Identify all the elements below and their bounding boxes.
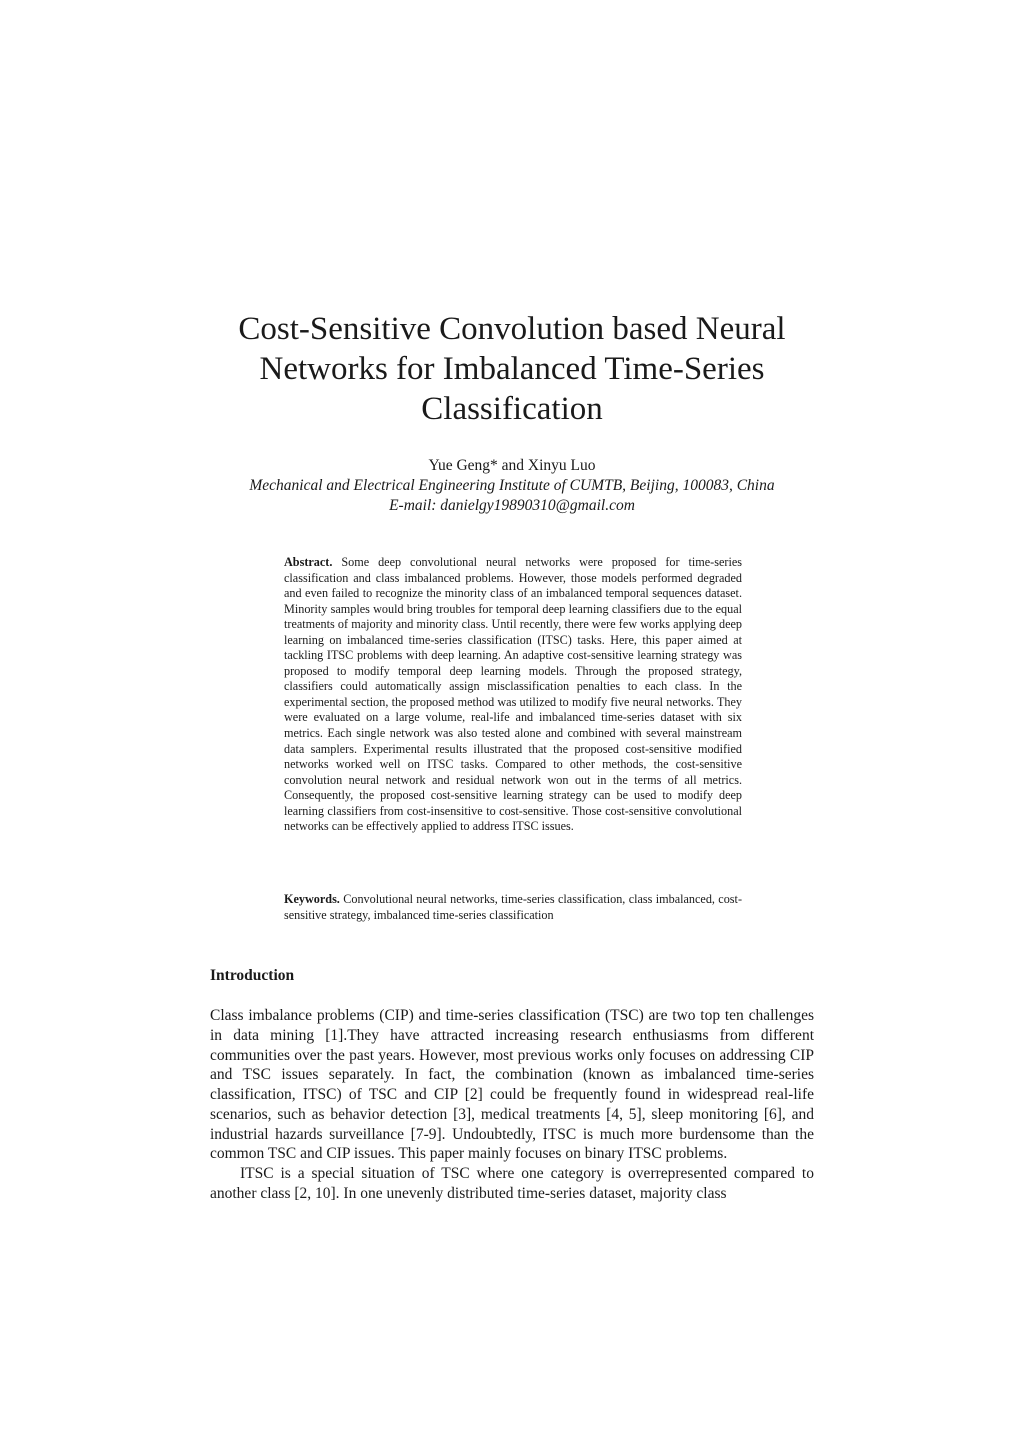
paper-title [150,309,874,429]
author-affiliation: Mechanical and Electrical Engineering Institute of CUMTB, Beijing, 100083, China [249,477,775,494]
abstract [284,555,742,835]
keywords-text: Convolutional neural networks, time-series classification, class imbalanced, cost-sensitive strategy, imbalanced time-series classification [284,892,742,922]
keywords [284,892,742,923]
section-heading-introduction: Introduction [210,967,295,984]
abstract-text: Some deep convolutional neural networks were proposed for time-series classification and class imbalanced problems. However, those models performed degraded and even failed to recognize the minority class of an imbalanced temporal sequences dataset. Minority samples would bring troubles for temporal deep learning classifiers due to the equal treatments of majority and minority class. Until recently, there were few works applying deep learning on imbalanced time-series classification (ITSC) tasks. Here, this paper aimed at tackling ITSC problems with deep learning. An adaptive cost-sensitive learning strategy was proposed to modify temporal deep learning models. Through the proposed strategy, classifiers could automatically assign misclassification penalties to each class. In the experimental section, the proposed method was utilized to modify five neural networks. They were evaluated on a large volume, real-life and imbalanced time-series dataset with six metrics. Each single network was also tested alone and combined with several mainstream data samplers. Experimental results illustrated that the proposed cost-sensitive modified networks worked well on ITSC tasks. Compared to other methods, the cost-sensitive convolution neural network and residual network won out in the terms of all metrics. Consequently, the proposed cost-sensitive learning strategy can be used to modify deep learning classifiers from cost-insensitive to cost-sensitive. Those cost-sensitive convolutional networks can be effectively applied to address ITSC issues. [284,555,742,834]
title-line: Cost-Sensitive Convolution based Neural [238,311,786,347]
title-line: Networks for Imbalanced Time-Series [259,351,765,387]
abstract-label: Abstract. [284,555,342,569]
author-list: Yue Geng* and Xinyu Luo [428,457,596,474]
introduction-body [210,1006,814,1204]
keywords-label: Keywords. [284,892,344,906]
body-paragraph: ITSC is a special situation of TSC where one category is overrepresented compared to another class [2, 10]. In one unevenly distributed time-series dataset, majority class [210,1165,814,1202]
title-line: Classification [421,391,603,427]
body-paragraph: Class imbalance problems (CIP) and time-series classification (TSC) are two top ten challenges in data mining [1].They have attracted increasing research enthusiasms from different communities over the past years. However, most previous works only focuses on addressing CIP and TSC issues separately. In fact, the combination (known as imbalanced time-series classification, ITSC) of TSC and CIP [2] could be frequently found in widespread real-life scenarios, such as behavior detection [3], medical treatments [4, 5], sleep monitoring [6], and industrial hazards surveillance [7-9]. Undoubtedly, ITSC is much more burdensome than the common TSC and CIP issues. This paper mainly focuses on binary ITSC problems. [210,1007,814,1163]
author-email: E-mail: danielgy19890310@gmail.com [389,497,635,514]
